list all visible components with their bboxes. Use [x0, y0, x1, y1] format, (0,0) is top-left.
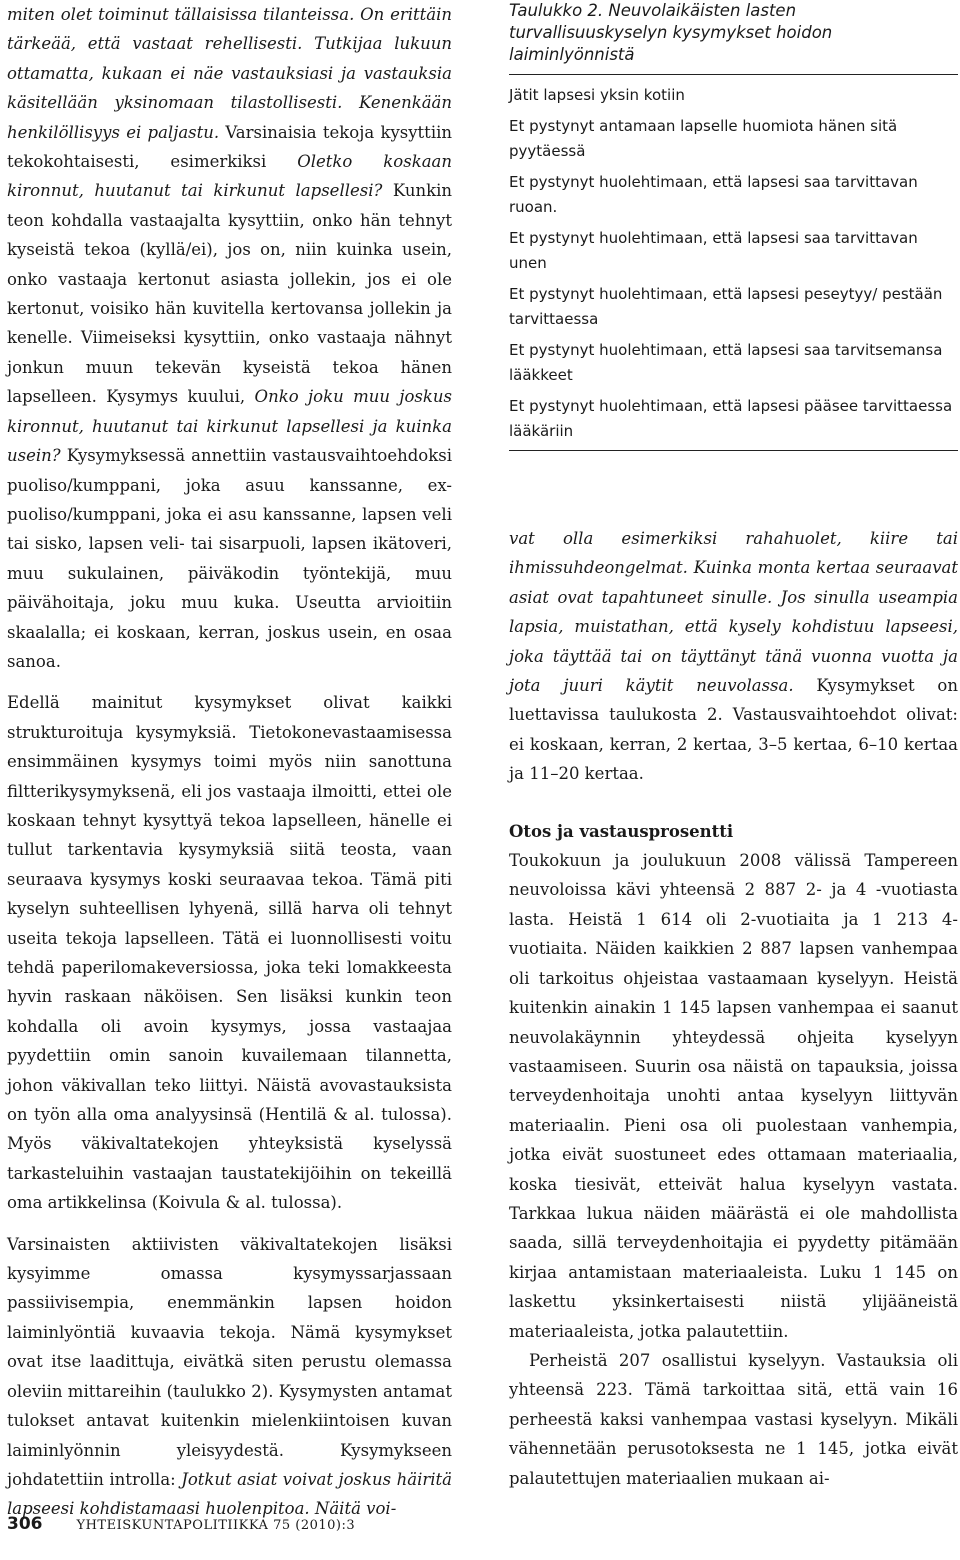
- table-title: Taulukko 2. Neuvolaikäisten lasten turvallisuuskyselyn kysymykset hoidon laiminlyönnistä: [509, 0, 958, 75]
- section-heading: Otos ja vastausprosentti: [509, 821, 734, 841]
- table-item: Et pystynyt huolehtimaan, että lapsesi saa tarvitsemansa lääkkeet: [509, 341, 943, 384]
- left-paragraph-3: [7, 1230, 452, 1524]
- text-run: Onko joku muu joskus kironnut, huutanut tai kirkunut lapsellesi ja kuinka usein?: [7, 387, 452, 466]
- right-paragraph-3: Perheistä 207 osallistui kyselyyn. Vastauksia oli yhteensä 223. Tämä tarkoittaa sitä, että vain 16 perheestä kaksi vanhempaa vastasi kyselyyn. Mikäli vähennetään perusotoksesta ne 1 145, jotka eivät palautettujen materiaalien mukaan ai-: [509, 1350, 958, 1488]
- text-run: Varsinaisia tekoja kysyttiin tekokohtaisesti, esimerkiksi: [7, 122, 452, 172]
- text-run: Kysymykset on luettavissa taulukosta 2. Vastausvaihtoehdot olivat: ei koskaan, kerran, 2 kertaa, 3–5 kertaa, 6–10 kertaa ja 11–20 kertaa.: [509, 676, 958, 784]
- left-column: [7, 0, 452, 1524]
- table-item: Et pystynyt antamaan lapselle huomiota hänen sitä pyytäessä: [509, 117, 898, 160]
- right-paragraph-1: [509, 524, 958, 789]
- right-paragraph-2: Toukokuun ja joulukuun 2008 välissä Tampereen neuvoloissa kävi yhteensä 2 887 2- ja 4 -vuotiasta lasta. Heistä 1 614 oli 2-vuotiaita ja 1 213 4-vuotiaita. Näiden kaikkien 2 887 lapsen vanhempaa oli tarkoitus ohjeistaa vastaamaan kyselyyn. Heistä kuitenkin ainakin 1 145 lapsen vanhempaa ei saanut neuvolakäynnin yhteydessä ohjeita kyselyyn vastaamiseen. Suurin osa näistä on tapauksia, joissa terveydenhoitaja unohti antaa kyselyyn liittyvän materiaalin. Pieni osa oli puolestaan vanhempia, jotka eivät suostuneet edes ottamaan materiaalia, koska tiesivät, etteivät halua kyselyyn vastata. Tarkkaa lukua näiden määrästä ei ole mahdollista saada, sillä terveydenhoitajia ei pyydetty pitämään kirjaa antamistaan materiaaleista. Luku 1 145 on laskettu yksinkertaisesti niistä ylijääneistä materiaaleista, jotka palautettiin.: [509, 851, 958, 1341]
- text-run: Jotkut asiat voivat joskus häiritä lapseesi kohdistamaasi huolenpitoa. Näitä voi-: [7, 1469, 452, 1519]
- table-2: [509, 0, 958, 451]
- table-item: Et pystynyt huolehtimaan, että lapsesi saa tarvittavan unen: [509, 229, 918, 272]
- journal-name: YHTEISKUNTAPOLITIIKKA 75 (2010):3: [76, 1518, 356, 1533]
- text-run: Varsinaisten aktiivisten väkivaltatekojen lisäksi kysyimme omassa kysymyssarjassaan passiivisempia, enemmänkin lapsen hoidon laiminlyöntiä kuvaavia tekoja. Nämä kysymykset ovat itse laadittuja, eivätkä siten perustu olemassa oleviin mittareihin (taulukko 2). Kysymysten antamat tulokset antavat kuitenkin mielenkiintoisen kuvan laiminlyönnin yleisyydestä. Kysymykseen johdatettiin introlla:: [7, 1234, 452, 1489]
- table-item: Et pystynyt huolehtimaan, että lapsesi pääsee tarvittaessa lääkäriin: [509, 397, 953, 440]
- text-run: miten olet toiminut tällaisissa tilanteissa. On erittäin tärkeää, että vastaat rehellisesti. Tutkijaa lukuun ottamatta, kukaan ei näe vastauksiasi ja vastauksia käsitellään yksinomaan tilastollisesti. Kenenkään henkilöllisyys ei paljastu.: [7, 5, 452, 142]
- text-run: Kysymyksessä annettiin vastausvaihtoehdoksi puoliso/kumppani, joka asuu kanssanne, ex-puoliso/kumppani, joka ei asu kanssanne, lapsen veli tai sisko, lapsen veli- tai sisarpuoli, lapsen ikätoveri, muu sukulainen, päiväkodin työntekijä, muu päivähoitaja, joku muu kuka. Useutta arvioitiin skaalalla; ei koskaan, kerran, joskus usein, en osaa sanoa.: [7, 446, 452, 671]
- table-item: Et pystynyt huolehtimaan, että lapsesi saa tarvittavan ruoan.: [509, 173, 918, 216]
- right-column: [509, 524, 958, 1493]
- text-run: Kunkin teon kohdalla vastaajalta kysyttiin, onko hän tehnyt kyseistä tekoa (kyllä/ei), jos on, niin kuinka usein, onko vastaaja kertonut asiasta jollekin, jos ei ole kertonut, voisiko hän kuvitella kertovansa jollekin ja kenelle. Viimeiseksi kysyttiin, onko vastaaja nähnyt jonkun muun tekevän kyseistä tekoa hänen lapselleen. Kysymys kuului,: [7, 181, 452, 407]
- left-paragraph-1: [7, 0, 452, 676]
- text-run: Oletko koskaan kironnut, huutanut tai kirkunut lapsellesi?: [7, 152, 452, 201]
- left-paragraph-2: Edellä mainitut kysymykset olivat kaikki strukturoituja kysymyksiä. Tietokonevastaamisessa ensimmäinen kysymys toimi myös niin sanottuna filtterikysymyksenä, eli jos vastaaja ilmoitti, ettei ole koskaan tehnyt kysyttyä tekoa lapselleen, hänelle ei tullut tarkentavia kysymyksiä siitä teosta, vaan seuraava kysymys koski seuraavaa tekoa. Tämä piti kyselyn suhteellisen lyhyenä, sillä harva oli tehnyt useita tekoja lapselleen. Tätä ei luonnollisesti voitu tehdä paperilomakeversiossa, joka teki lomakkeesta hyvin raskaan näköisen. Sen lisäksi kunkin teon kohdalla oli avoin kysymys, jossa vastaajaa pyydettiin omin sanoin kuvailemaan tilannetta, johon väkivallan teko liittyi. Näistä avovastauksista on työn alla oma analyysinsä (Hentilä & al. tulossa). Myös väkivaltatekojen yhteyksistä kyselyssä tarkasteluihin vastaajan taustatekijöihin on tekeillä oma artikkelinsa (Koivula & al. tulossa).: [7, 693, 452, 1213]
- table-item: Et pystynyt huolehtimaan, että lapsesi peseytyy/ pestään tarvittaessa: [509, 285, 943, 328]
- text-run: vat olla esimerkiksi rahahuolet, kiire tai ihmissuhdeongelmat. Kuinka monta kertaa seuraavat asiat ovat tapahtuneet sinulle. Jos sinulla useampia lapsia, muistathan, että kysely kohdistuu lapseesi, joka täyttää tai on täyttänyt tänä vuonna vuotta ja jota juuri käytit neuvolassa.: [509, 529, 958, 696]
- page-footer: [7, 1514, 355, 1534]
- table-item-list: [509, 83, 958, 451]
- table-item: Jätit lapsesi yksin kotiin: [509, 86, 685, 104]
- page-number: 306: [7, 1514, 43, 1534]
